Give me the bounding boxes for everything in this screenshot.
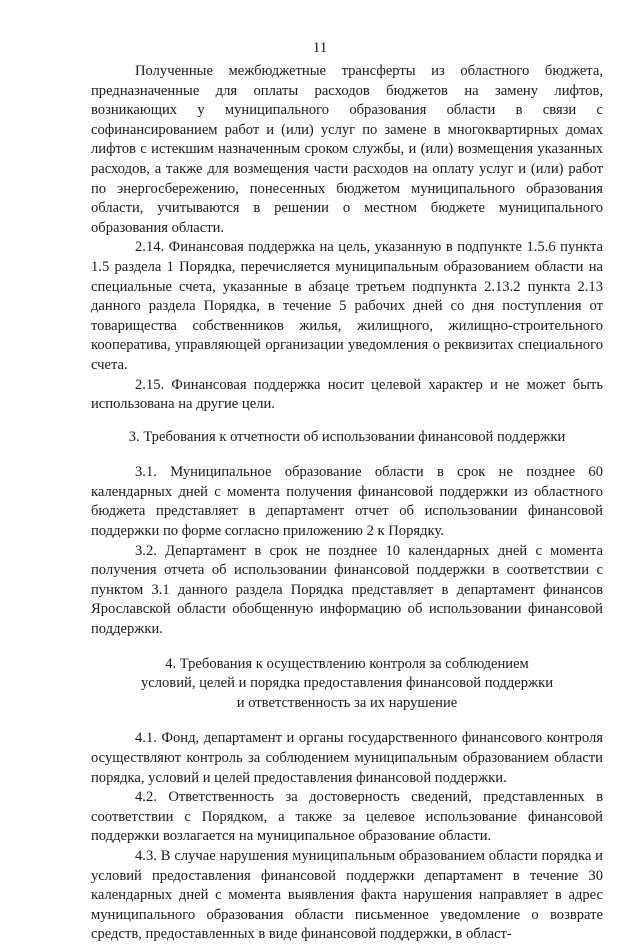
document-body xyxy=(91,62,603,945)
paragraph-2-14: 2.14. Финансовая поддержка на цель, указанную в подпункте 1.5.6 пункта 1.5 раздела 1 Порядка, перечисляется муниципальным образованием области на специальные счета, указанные в абзаце третьем подпункта 2.13.2 пункта 2.13 данного раздела Порядка, в течение 5 рабочих дней со дня поступления от товарищества собственников жилья, жилищного, жилищно-строительного кооператива, управляющей организации уведомления о реквизитах специального счета. xyxy=(91,239,603,373)
paragraph-4-1: 4.1. Фонд, департамент и органы государственного финансового контроля осуществляют контроль за соблюдением муниципальным образованием области порядка, условий и целей предоставления финансовой поддержки. xyxy=(91,730,603,786)
section-4-heading xyxy=(91,655,603,714)
section-4-heading-line: 4. Требования к осуществлению контроля за соблюдением xyxy=(165,655,529,672)
section-4-heading-line: условий, целей и порядка предоставления финансовой поддержки xyxy=(140,675,554,692)
page-number: 11 xyxy=(312,40,328,56)
section-3-heading: 3. Требования к отчетности об использовании финансовой поддержки xyxy=(128,428,566,445)
section-4-heading-line: и ответственность за их нарушение xyxy=(236,694,458,711)
paragraph-3-2: 3.2. Департамент в срок не позднее 10 календарных дней с момента получения отчета об использовании финансовой поддержки в соответствии с пунктом 3.1 данного раздела Порядка представляет в департамент финансов Ярославской области обобщенную информацию об использовании финансовой поддержки. xyxy=(91,542,603,638)
paragraph-2-15: 2.15. Финансовая поддержка носит целевой характер и не может быть использована на другие цели. xyxy=(91,376,603,413)
paragraph-transfers: Полученные межбюджетные трансферты из областного бюджета, предназначенные для оплаты расходов бюджетов на замену лифтов, возникающих у муниципального образования области в связи с софинансированием работ и (или) услуг по замене в многоквартирных домах лифтов с истекшим назначенным сроком службы, и (или) возмещения указанных расходов, а также для возмещения части расходов на оплату услуг и (или) работ по энергосбережению, понесенных бюджетом муниципального образования области, учитываются в решении о местном бюджете муниципального образования области. xyxy=(91,63,603,236)
paragraph-4-3: 4.3. В случае нарушения муниципальным образованием области порядка и условий предоставления финансовой поддержки департамент в течение 30 календарных дней с момента выявления факта нарушения направляет в адрес муниципального образования области письменное уведомление о возврате средств, предоставленных в виде финансовой поддержки, в област- xyxy=(91,847,603,943)
paragraph-4-2: 4.2. Ответственность за достоверность сведений, представленных в соответствии с Порядком, а также за целевое использование финансовой поддержки возлагается на муниципальное образование области. xyxy=(91,789,603,845)
paragraph-3-1: 3.1. Муниципальное образование области в срок не позднее 60 календарных дней с момента получения финансовой поддержки из областного бюджета представляет в департамент отчет об использовании финансовой поддержки по форме согласно приложению 2 к Порядку. xyxy=(91,464,603,540)
